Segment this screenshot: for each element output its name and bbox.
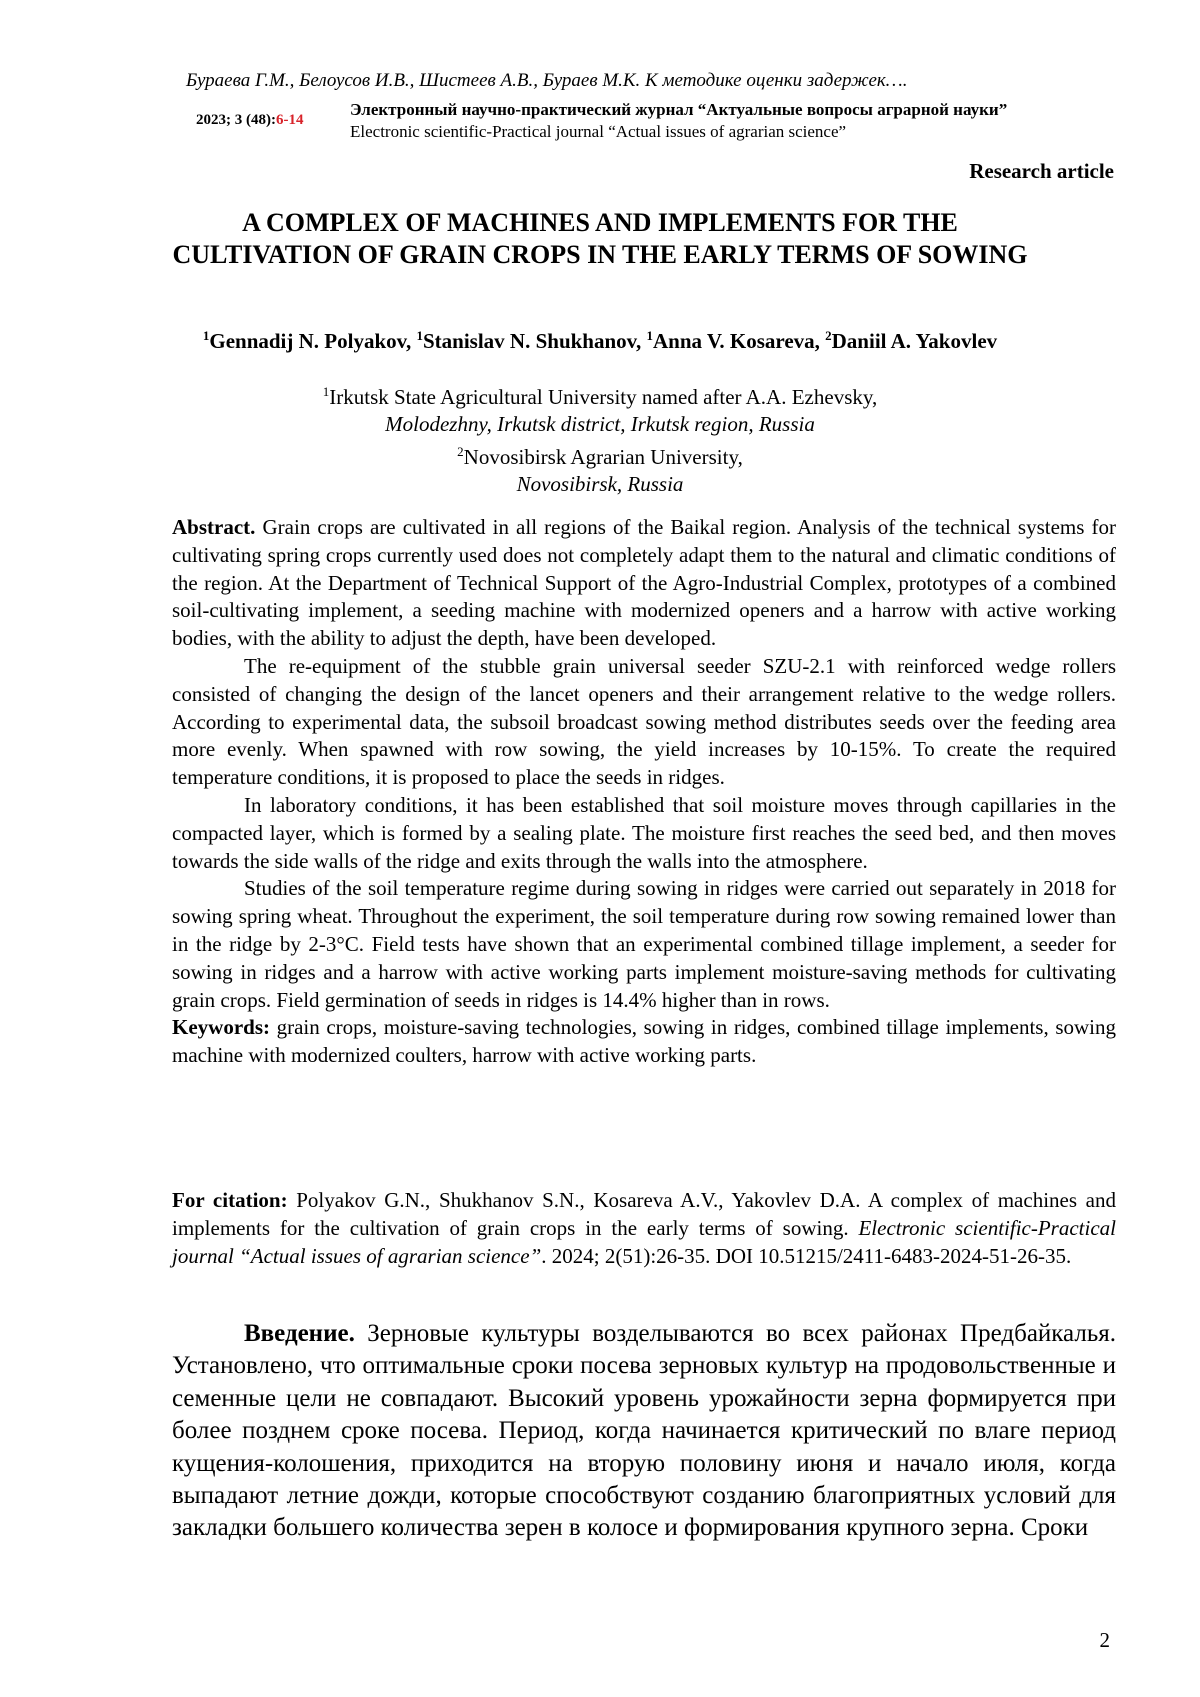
- author-affiliation-mark: 1: [416, 328, 423, 343]
- affiliation-mark: 2: [457, 444, 464, 459]
- affiliation-location: Novosibirsk, Russia: [516, 472, 684, 496]
- abstract-section: [172, 514, 1116, 1070]
- introduction-label: Введение.: [244, 1320, 355, 1347]
- author-list: [100, 328, 1100, 354]
- citation-details: . 2024; 2(51):26-35. DOI 10.51215/2411-6483-2024-51-26-35.: [541, 1243, 1072, 1268]
- author-affiliation-mark: 1: [202, 328, 210, 343]
- author-separator: ,: [636, 329, 647, 353]
- citation-section: [172, 1187, 1116, 1270]
- abstract-paragraph: [172, 514, 1116, 653]
- affiliation-name: [200, 378, 1000, 411]
- article-title: A COMPLEX OF MACHINES AND IMPLEMENTS FOR THE CULTIVATION OF GRAIN CROPS IN THE EARLY TERMS OF SOWING: [172, 208, 1028, 269]
- abstract-paragraph: In laboratory conditions, it has been established that soil moisture moves through capillaries in the compacted layer, which is formed by a sealing plate. The moisture first reaches the seed bed, and then moves towards the side walls of the ridge and exits through the walls into the atmosphere.: [172, 792, 1116, 873]
- introduction-paragraph: [172, 1318, 1116, 1545]
- keywords-label: Keywords:: [172, 1015, 270, 1040]
- introduction-section: [172, 1318, 1116, 1545]
- affiliation-name: [200, 438, 1000, 471]
- author-separator: ,: [814, 329, 826, 353]
- keywords-paragraph: [172, 1014, 1116, 1070]
- abstract-text: Grain crops are cultivated in all regions of the Baikal region. Analysis of the technical systems for cultivating spring crops currently used does not completely adapt them to the natural and climatic conditions of the region. At the Department of Technical Support of the Agro-Industrial Complex, prototypes of a combined soil-cultivating implement, a seeding machine with modernized openers and a harrow with active working bodies, with the ability to adjust the depth, have been developed.: [172, 515, 1116, 651]
- affiliation-location: Molodezhny, Irkutsk district, Irkutsk region, Russia: [385, 412, 815, 436]
- journal-name-en: Electronic scientific-Practical journal “Actual issues of agrarian science”: [350, 122, 847, 141]
- running-head: Бураева Г.М., Белоусов И.В., Шистеев А.В., Бураев М.К. К методике оценки задержек….: [186, 70, 908, 91]
- abstract-label: Abstract.: [172, 515, 256, 539]
- issue-reference: [196, 112, 303, 129]
- keywords-text: grain crops, moisture-saving technologies, sowing in ridges, combined tillage implements, sowing machine with modernized coulters, harrow with active working parts.: [172, 1015, 1116, 1068]
- issue-pages: 6-14: [275, 112, 304, 128]
- affiliation-mark: 1: [322, 384, 330, 399]
- affiliation-name-text: Novosibirsk Agrarian University,: [463, 445, 743, 469]
- author-name: Anna V. Kosareva: [653, 329, 815, 353]
- page-number: 2: [1099, 1628, 1110, 1652]
- issue-number: 2023; 3 (48):: [196, 112, 276, 128]
- affiliations: [200, 378, 1000, 498]
- journal-name-ru: Электронный научно-практический журнал “Актуальные вопросы аграрной науки”: [350, 100, 1008, 119]
- citation-label: For citation:: [172, 1188, 288, 1212]
- journal-names: [350, 99, 1007, 143]
- abstract-paragraph: Studies of the soil temperature regime during sowing in ridges were carried out separately in 2018 for sowing spring wheat. Throughout the experiment, the soil temperature during row sowing remained lower than in the ridge by 2-3°C. Field tests have shown that an experimental combined tillage implement, a seeder for sowing in ridges and a harrow with active working parts implement moisture-saving methods for cultivating grain crops. Field germination of seeds in ridges is 14.4% higher than in rows.: [172, 876, 1116, 1012]
- author-name: Gennadij N. Polyakov: [209, 329, 406, 353]
- citation-text: Polyakov G.N., Shukhanov S.N., Kosareva A.V., Yakovlev D.A. A complex of machines and implements for the cultivation of grain crops in the early terms of sowing.: [172, 1188, 1116, 1240]
- introduction-text: Зерновые культуры возделываются во всех районах Предбайкалья. Установлено, что оптимальные сроки посева зерновых культур на продовольственные и семенные цели не совпадают. Высокий уровень урожайности зерна формируется при более позднем сроке посева. Период, когда начинается критический по влаге период кущения-колошения, приходится на вторую половину июня и начало июля, когда выпадают летние дожди, которые способствуют созданию благоприятных условий для закладки большего количества зерен в колосе и формирования крупного зерна. Сроки: [172, 1320, 1117, 1542]
- author-name: Stanislav N. Shukhanov: [422, 329, 637, 353]
- citation-journal: Electronic scientific-Practical journal “Actual issues of agrarian science”: [172, 1215, 1116, 1268]
- author-separator: ,: [405, 329, 417, 353]
- citation-paragraph: [172, 1187, 1116, 1270]
- abstract-paragraph: The re-equipment of the stubble grain universal seeder SZU-2.1 with reinforced wedge rollers consisted of changing the design of the lancet openers and their arrangement relative to the wedge rollers. According to experimental data, the subsoil broadcast sowing method distributes seeds over the feeding area more evenly. When spawned with row sowing, the yield increases by 10-15%. To create the required temperature conditions, it is proposed to place the seeds in ridges.: [172, 653, 1116, 790]
- affiliation-name-text: Irkutsk State Agricultural University named after A.A. Ezhevsky,: [329, 385, 878, 409]
- author-affiliation-mark: 1: [646, 328, 654, 343]
- author-name: Daniil A. Yakovlev: [831, 329, 998, 353]
- article-type: Research article: [969, 159, 1114, 183]
- author-affiliation-mark: 2: [825, 328, 832, 343]
